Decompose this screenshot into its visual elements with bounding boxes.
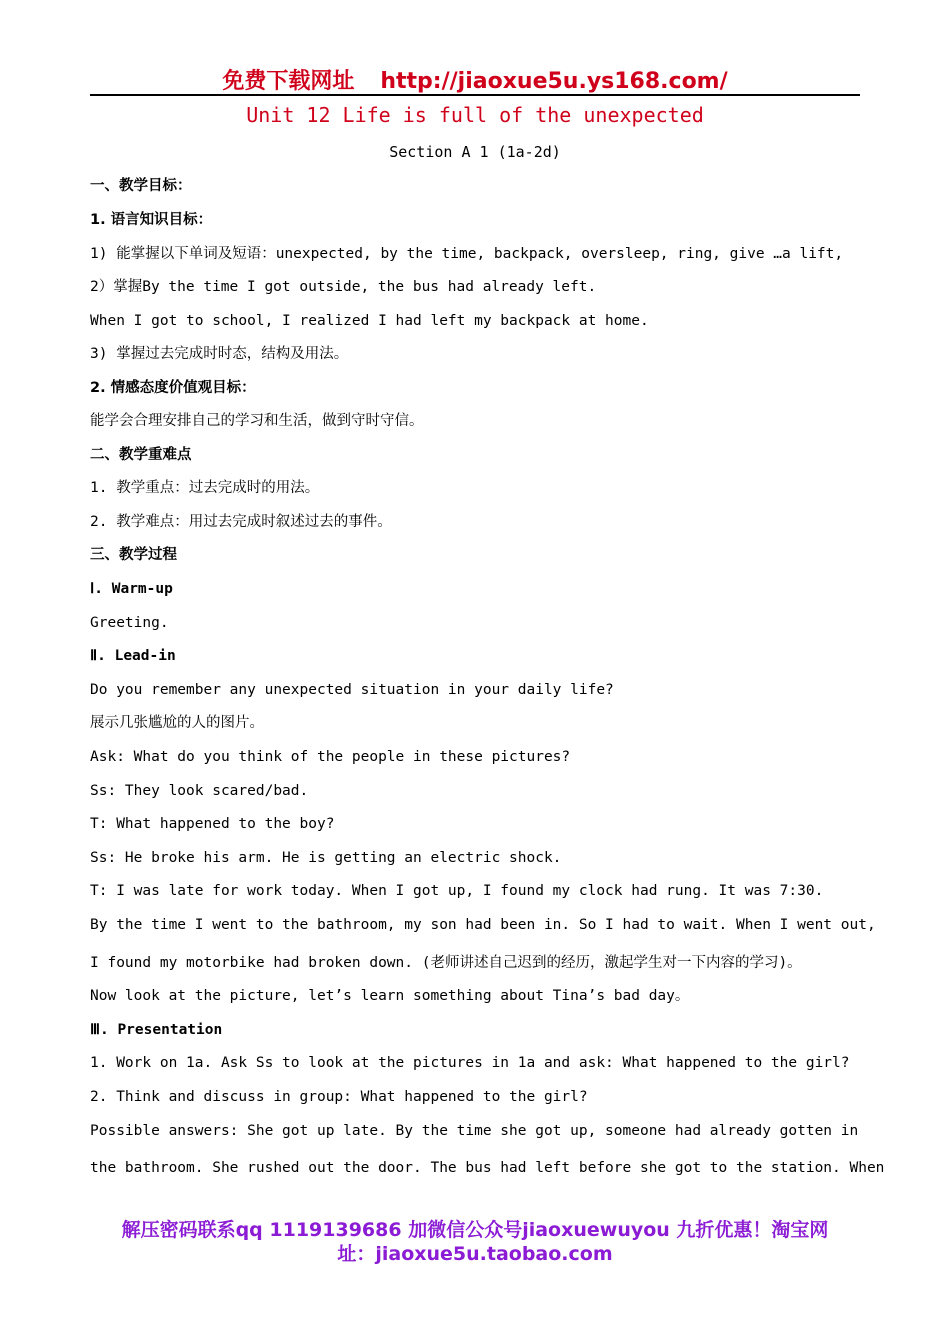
body-line: 3) 掌握过去完成时时态，结构及用法。 [90,346,349,362]
body-line: T: I was late for work today. When I got up, I found my clock had rung. It was 7:30. [90,883,824,899]
body-line: T: What happened to the boy? [90,816,335,832]
body-line: 展示几张尴尬的人的图片。 [90,715,264,731]
body-line: 1. Work on 1a. Ask Ss to look at the pictures in 1a and ask: What happened to the girl? [90,1055,850,1071]
body-line: I found my motorbike had broken down. (老师讲述自己迟到的经历，激起学生对一下内容的学习)。 [90,955,802,971]
page-header [0,64,950,95]
document-title: Unit 12 Life is full of the unexpected [246,103,704,127]
body-line: the bathroom. She rushed out the door. The bus had left before she got to the station. When [90,1160,885,1176]
body-line: When I got to school, I realized I had left my backpack at home. [90,313,649,329]
footer-line-shop-url[interactable]: 址：jiaoxue5u.taobao.com [337,1243,613,1265]
section-heading-key-points: 二、教学重难点 [90,447,192,463]
document-subtitle: Section A 1 (1a-2d) [389,143,561,161]
body-line: Do you remember any unexpected situation in your daily life? [90,682,614,698]
body-line: By the time I went to the bathroom, my son had been in. So I had to wait. When I went out, [90,917,876,933]
header-site-url[interactable]: http://jiaoxue5u.ys168.com/ [380,69,728,94]
step-heading-presentation: Ⅲ. Presentation [90,1022,223,1038]
header-divider [90,94,860,96]
page-footer [0,1218,950,1266]
body-line: 2. Think and discuss in group: What happened to the girl? [90,1089,588,1105]
header-site-label: 免费下载网址 [222,69,355,94]
body-line: Ss: They look scared/bad. [90,783,309,799]
body-line: 能学会合理安排自己的学习和生活，做到守时守信。 [90,413,424,429]
body-line: 1) 能掌握以下单词及短语：unexpected, by the time, backpack, oversleep, ring, give …a lift, [90,246,844,262]
footer-line-contact: 解压密码联系qq 1119139686 加微信公众号jiaoxuewuyou 九折优惠！淘宝网 [121,1219,829,1241]
body-line: 2）掌握By the time I got outside, the bus had already left. [90,279,597,295]
subheading-emotional-objectives: 2. 情感态度价值观目标： [90,380,256,396]
subheading-language-objectives: 1. 语言知识目标： [90,212,213,228]
body-line: Greeting. [90,615,169,631]
section-heading-objectives: 一、教学目标： [90,178,192,194]
body-line: 1. 教学重点：过去完成时的用法。 [90,480,320,496]
body-line: Ask: What do you think of the people in these pictures? [90,749,571,765]
step-heading-warm-up: Ⅰ. Warm-up [90,581,173,597]
section-heading-process: 三、教学过程 [90,547,177,563]
body-line: Possible answers: She got up late. By the time she got up, someone had already gotten in [90,1123,859,1139]
body-line: Now look at the picture, let’s learn something about Tina’s bad day。 [90,988,690,1004]
step-heading-lead-in: Ⅱ. Lead-in [90,648,176,664]
body-line: 2. 教学难点：用过去完成时叙述过去的事件。 [90,514,392,530]
body-line: Ss: He broke his arm. He is getting an electric shock. [90,850,562,866]
